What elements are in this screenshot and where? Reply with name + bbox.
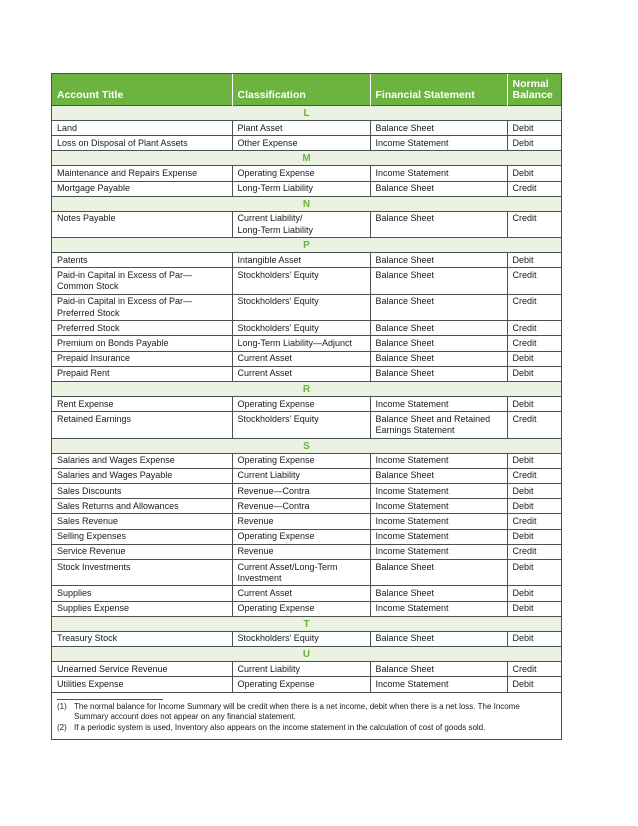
financial-statement-cell: Income Statement [370, 484, 507, 499]
account-title-cell: Rent Expense [52, 397, 232, 412]
account-title-cell: Paid-in Capital in Excess of Par— Common Stock [52, 268, 232, 294]
financial-statement-cell: Balance Sheet [370, 336, 507, 351]
table-row [52, 631, 561, 646]
normal-balance-cell: Debit [507, 453, 561, 468]
table-row [52, 514, 561, 529]
section-letter: T [52, 616, 561, 631]
accounts-table [52, 74, 561, 692]
table-row [52, 336, 561, 351]
account-title-cell: Patents [52, 253, 232, 268]
account-title-cell: Stock Investments [52, 560, 232, 586]
section-header-r [52, 382, 561, 397]
financial-statement-cell: Income Statement [370, 166, 507, 181]
account-title-cell: Paid-in Capital in Excess of Par— Preferred Stock [52, 294, 232, 320]
normal-balance-cell: Debit [507, 529, 561, 544]
table-row [52, 677, 561, 692]
classification-cell: Current Liability/ Long-Term Liability [232, 211, 370, 237]
normal-balance-cell: Credit [507, 514, 561, 529]
classification-cell: Operating Expense [232, 453, 370, 468]
account-title-cell: Sales Returns and Allowances [52, 499, 232, 514]
normal-balance-cell: Debit [507, 253, 561, 268]
normal-balance-cell: Debit [507, 677, 561, 692]
normal-balance-cell: Debit [507, 484, 561, 499]
footnote [57, 723, 556, 733]
table-row [52, 529, 561, 544]
classification-cell: Operating Expense [232, 677, 370, 692]
financial-statement-cell: Balance Sheet [370, 366, 507, 381]
financial-statement-cell: Balance Sheet [370, 181, 507, 196]
table-row [52, 166, 561, 181]
header-classification: Classification [232, 74, 370, 106]
table-row [52, 211, 561, 237]
financial-statement-cell: Balance Sheet [370, 321, 507, 336]
footnote-text: If a periodic system is used, Inventory also appears on the income statement in the calculation of cost of goods sold. [74, 722, 486, 732]
table-body [52, 106, 561, 692]
footnote-rule [57, 699, 163, 700]
classification-cell: Operating Expense [232, 397, 370, 412]
account-title-cell: Sales Discounts [52, 484, 232, 499]
classification-cell: Revenue [232, 544, 370, 559]
table-row [52, 121, 561, 136]
header-normal-balance: Normal Balance [507, 74, 561, 106]
financial-statement-cell: Balance Sheet [370, 586, 507, 601]
account-title-cell: Prepaid Insurance [52, 351, 232, 366]
financial-statement-cell: Income Statement [370, 136, 507, 151]
footnotes [52, 692, 561, 739]
classification-cell: Current Liability [232, 662, 370, 677]
normal-balance-cell: Credit [507, 468, 561, 483]
table-row [52, 351, 561, 366]
classification-cell: Stockholders’ Equity [232, 412, 370, 438]
section-letter: N [52, 196, 561, 211]
section-header-t [52, 616, 561, 631]
section-letter: P [52, 238, 561, 253]
financial-statement-cell: Balance Sheet [370, 351, 507, 366]
financial-statement-cell: Balance Sheet and Retained Earnings Statement [370, 412, 507, 438]
classification-cell: Current Asset [232, 586, 370, 601]
account-title-cell: Mortgage Payable [52, 181, 232, 196]
account-title-cell: Unearned Service Revenue [52, 662, 232, 677]
section-header-u [52, 647, 561, 662]
financial-statement-cell: Balance Sheet [370, 468, 507, 483]
table-row [52, 484, 561, 499]
account-title-cell: Retained Earnings [52, 412, 232, 438]
section-letter: U [52, 647, 561, 662]
financial-statement-cell: Balance Sheet [370, 631, 507, 646]
classification-cell: Stockholders’ Equity [232, 294, 370, 320]
financial-statement-cell: Income Statement [370, 529, 507, 544]
section-letter: L [52, 106, 561, 121]
financial-statement-cell: Income Statement [370, 397, 507, 412]
section-letter: R [52, 382, 561, 397]
classification-cell: Stockholders’ Equity [232, 631, 370, 646]
account-title-cell: Treasury Stock [52, 631, 232, 646]
footnote-number: (1) [57, 701, 67, 711]
classification-cell: Revenue—Contra [232, 484, 370, 499]
account-title-cell: Notes Payable [52, 211, 232, 237]
classification-cell: Plant Asset [232, 121, 370, 136]
financial-statement-cell: Income Statement [370, 601, 507, 616]
account-title-cell: Preferred Stock [52, 321, 232, 336]
financial-statement-cell: Balance Sheet [370, 560, 507, 586]
account-title-cell: Maintenance and Repairs Expense [52, 166, 232, 181]
table-row [52, 453, 561, 468]
account-title-cell: Salaries and Wages Expense [52, 453, 232, 468]
table-row [52, 294, 561, 320]
normal-balance-cell: Credit [507, 321, 561, 336]
normal-balance-cell: Debit [507, 121, 561, 136]
section-header-m [52, 151, 561, 166]
table-row [52, 397, 561, 412]
financial-statement-cell: Income Statement [370, 544, 507, 559]
classification-cell: Operating Expense [232, 529, 370, 544]
account-title-cell: Premium on Bonds Payable [52, 336, 232, 351]
normal-balance-cell: Debit [507, 560, 561, 586]
normal-balance-cell: Credit [507, 412, 561, 438]
table-row [52, 321, 561, 336]
footnote [57, 702, 556, 722]
table-row [52, 468, 561, 483]
classification-cell: Other Expense [232, 136, 370, 151]
classification-cell: Current Liability [232, 468, 370, 483]
normal-balance-cell: Debit [507, 366, 561, 381]
table-row [52, 181, 561, 196]
section-letter: M [52, 151, 561, 166]
account-title-cell: Supplies Expense [52, 601, 232, 616]
classification-cell: Revenue—Contra [232, 499, 370, 514]
normal-balance-cell: Credit [507, 211, 561, 237]
account-title-cell: Salaries and Wages Payable [52, 468, 232, 483]
classification-cell: Current Asset [232, 351, 370, 366]
table-row [52, 136, 561, 151]
section-header-s [52, 438, 561, 453]
account-title-cell: Utilities Expense [52, 677, 232, 692]
financial-statement-cell: Balance Sheet [370, 211, 507, 237]
financial-statement-cell: Income Statement [370, 499, 507, 514]
classification-cell: Stockholders’ Equity [232, 268, 370, 294]
section-header-p [52, 238, 561, 253]
table-row [52, 499, 561, 514]
table-row [52, 412, 561, 438]
header-financial-statement: Financial Statement [370, 74, 507, 106]
footnote-list [57, 702, 556, 733]
classification-cell: Current Asset/Long-Term Investment [232, 560, 370, 586]
normal-balance-cell: Debit [507, 499, 561, 514]
normal-balance-cell: Credit [507, 181, 561, 196]
normal-balance-cell: Credit [507, 268, 561, 294]
section-header-l [52, 106, 561, 121]
classification-cell: Long-Term Liability—Adjunct [232, 336, 370, 351]
account-title-cell: Loss on Disposal of Plant Assets [52, 136, 232, 151]
normal-balance-cell: Credit [507, 336, 561, 351]
account-title-cell: Prepaid Rent [52, 366, 232, 381]
classification-cell: Stockholders’ Equity [232, 321, 370, 336]
normal-balance-cell: Debit [507, 351, 561, 366]
account-title-cell: Selling Expenses [52, 529, 232, 544]
chart-of-accounts [51, 73, 562, 740]
account-title-cell: Supplies [52, 586, 232, 601]
table-row [52, 268, 561, 294]
normal-balance-cell: Debit [507, 397, 561, 412]
footnote-number: (2) [57, 722, 67, 732]
account-title-cell: Service Revenue [52, 544, 232, 559]
table-row [52, 560, 561, 586]
footnote-text: The normal balance for Income Summary will be credit when there is a net income, debit when there is a net loss. The Income Summary account does not appear on any financial statement. [74, 701, 520, 721]
classification-cell: Current Asset [232, 366, 370, 381]
classification-cell: Operating Expense [232, 601, 370, 616]
header-row [52, 74, 561, 106]
account-title-cell: Land [52, 121, 232, 136]
table-row [52, 366, 561, 381]
financial-statement-cell: Balance Sheet [370, 268, 507, 294]
account-title-cell: Sales Revenue [52, 514, 232, 529]
normal-balance-cell: Debit [507, 631, 561, 646]
normal-balance-cell: Debit [507, 136, 561, 151]
table-row [52, 253, 561, 268]
header-account-title: Account Title [52, 74, 232, 106]
financial-statement-cell: Income Statement [370, 677, 507, 692]
classification-cell: Revenue [232, 514, 370, 529]
normal-balance-cell: Debit [507, 586, 561, 601]
table-row [52, 662, 561, 677]
normal-balance-cell: Credit [507, 294, 561, 320]
section-header-n [52, 196, 561, 211]
classification-cell: Long-Term Liability [232, 181, 370, 196]
financial-statement-cell: Balance Sheet [370, 121, 507, 136]
classification-cell: Operating Expense [232, 166, 370, 181]
financial-statement-cell: Income Statement [370, 453, 507, 468]
table-row [52, 544, 561, 559]
financial-statement-cell: Balance Sheet [370, 253, 507, 268]
financial-statement-cell: Balance Sheet [370, 294, 507, 320]
financial-statement-cell: Income Statement [370, 514, 507, 529]
normal-balance-cell: Credit [507, 544, 561, 559]
normal-balance-cell: Debit [507, 166, 561, 181]
classification-cell: Intangible Asset [232, 253, 370, 268]
normal-balance-cell: Debit [507, 601, 561, 616]
table-row [52, 586, 561, 601]
financial-statement-cell: Balance Sheet [370, 662, 507, 677]
table-row [52, 601, 561, 616]
section-letter: S [52, 438, 561, 453]
normal-balance-cell: Credit [507, 662, 561, 677]
